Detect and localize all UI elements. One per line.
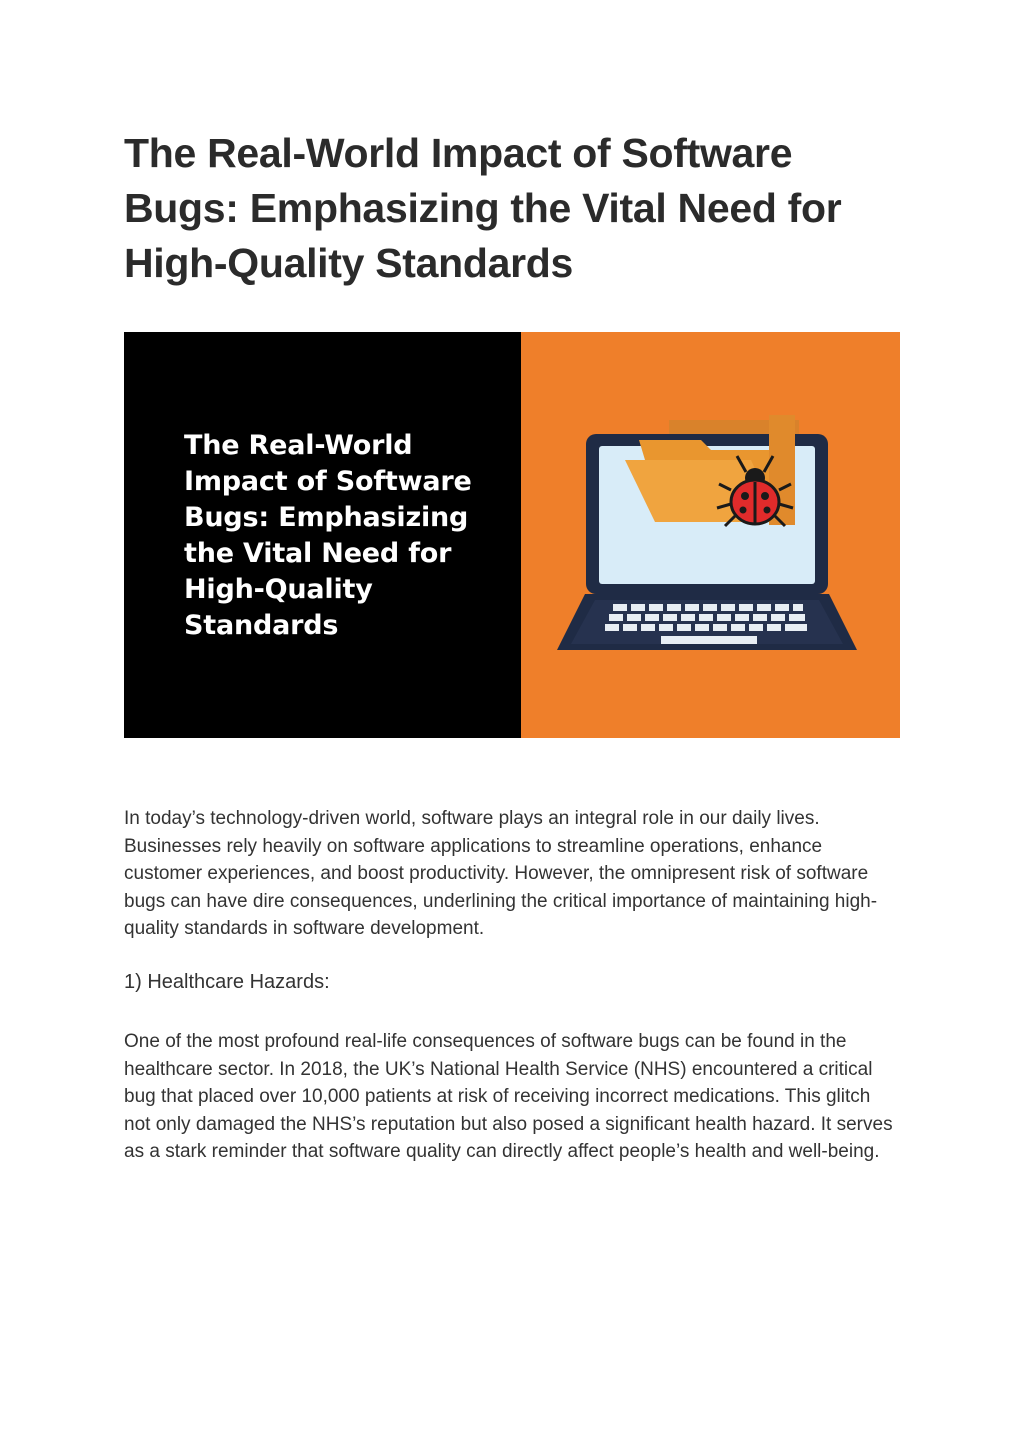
section-heading: 1) Healthcare Hazards: (124, 971, 330, 993)
article-title: The Real-World Impact of Software Bugs: Emphasizing the Vital Need for High-Quality Standards (124, 130, 842, 286)
hero-caption: The Real-World Impact of Software Bugs: Emphasizing the Vital Need for High-Quality Standards (184, 430, 472, 641)
section-paragraph: One of the most profound real-life consequences of software bugs can be found in the healthcare sector. In 2018, the UK’s National Health Service (NHS) encountered a critical bug that placed over 10,000 patients at risk of receiving incorrect medications. This glitch not only damaged the NHS’s reputation but also posed a significant health hazard. It serves as a stark reminder that software quality can directly affect people’s health and well-being. (124, 1031, 893, 1162)
laptop-bug-icon (551, 410, 861, 660)
hero-left-panel (124, 332, 521, 738)
intro-paragraph: In today’s technology-driven world, software plays an integral role in our daily lives. Businesses rely heavily on software applications to streamline operations, enhance customer experiences, and boost productivity. However, the omnipresent risk of software bugs can have dire consequences, underlining the critical importance of maintaining high-quality standards in software development. (124, 808, 878, 939)
hero-image (124, 332, 900, 738)
hero-right-panel (521, 332, 900, 738)
